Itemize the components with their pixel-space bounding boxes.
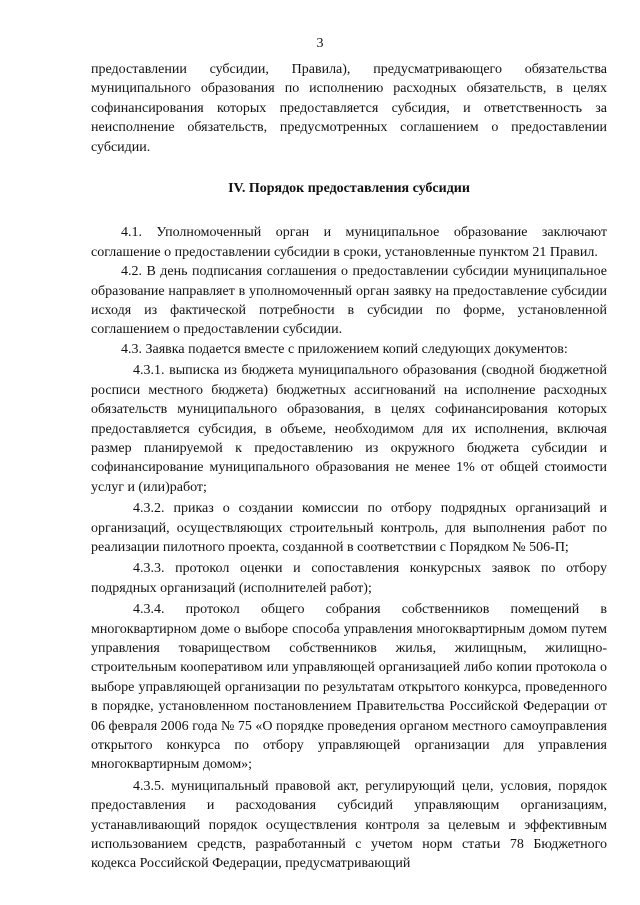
page-number: 3 (316, 36, 324, 51)
paragraph-4-2: 4.2. В день подписания соглашения о предоставлении субсидии муниципальное образование направляет в уполномоченный орган заявку на предоставление субсидии исходя из фактической потребности в субсидии по форме, установленной соглашением о предоставлении субсидии. (91, 264, 607, 338)
paragraph-4-3-4: 4.3.4. протокол общего собрания собственников помещений в многоквартирном доме о выборе способа управления многоквартирным домом путем управления товариществом собственников жилья, жилищным, жилищно-строительным кооперативом или управляющей организацией либо копии протокола о выборе управляющей организации по результатам открытого конкурса, проведенного в порядке, установленном постановлением Правительства Российской Федерации от 06 февраля 2006 года № 75 «О порядке проведения органом местного самоуправления открытого конкурса по отбору управляющей организации для управления многоквартирным домом»; (91, 602, 607, 773)
paragraph-4-3-2: 4.3.2. приказ о создании комиссии по отбору подрядных организаций и организаций, осуществляющих строительный контроль, для выполнения работ по реализации пилотного проекта, созданной в соответствии с Порядком № 506-П; (91, 501, 607, 555)
paragraph-4-3: 4.3. Заявка подается вместе с приложением копий следующих документов: (121, 341, 568, 357)
paragraph-4-3-5: 4.3.5. муниципальный правовой акт, регулирующий цели, условия, порядок предоставления и расходования субсидий управляющим организациям, устанавливающий порядок осуществления контроля за целевым и эффективным использованием средств, разработанный с учетом норм статьи 78 Бюджетного кодекса Российской Федерации, предусматривающий (91, 778, 607, 872)
section-heading: IV. Порядок предоставления субсидии (228, 181, 470, 197)
document-body (91, 60, 607, 874)
paragraph-4-3-3: 4.3.3. протокол оценки и сопоставления конкурсных заявок по отбору подрядных организаций (исполнителей работ); (91, 561, 607, 596)
intro-paragraph: предоставлении субсидии, Правила), предусматривающего обязательства муниципального образования по исполнению расходных обязательств, в целях софинансирования которых предоставляется субсидия, и ответственность за неисполнение обязательств, предусмотренных соглашением о предоставлении субсидии. (91, 62, 607, 155)
paragraph-4-3-1: 4.3.1. выписка из бюджета муниципального образования (сводной бюджетной росписи местного бюджета) бюджетных ассигнований на исполнение расходных обязательств муниципального образования, в целях софинансирования которых предоставляется субсидия, в объеме, необходимом для их исполнения, включая размер планируемой к предоставлению из окружного бюджета субсидии и софинансирование муниципального образования не менее 1% от общей стоимости услуг и (или)работ; (91, 363, 607, 495)
paragraph-4-1: 4.1. Уполномоченный орган и муниципальное образование заключают соглашение о предоставлении субсидии в сроки, установленные пунктом 21 Правил. (91, 225, 607, 260)
